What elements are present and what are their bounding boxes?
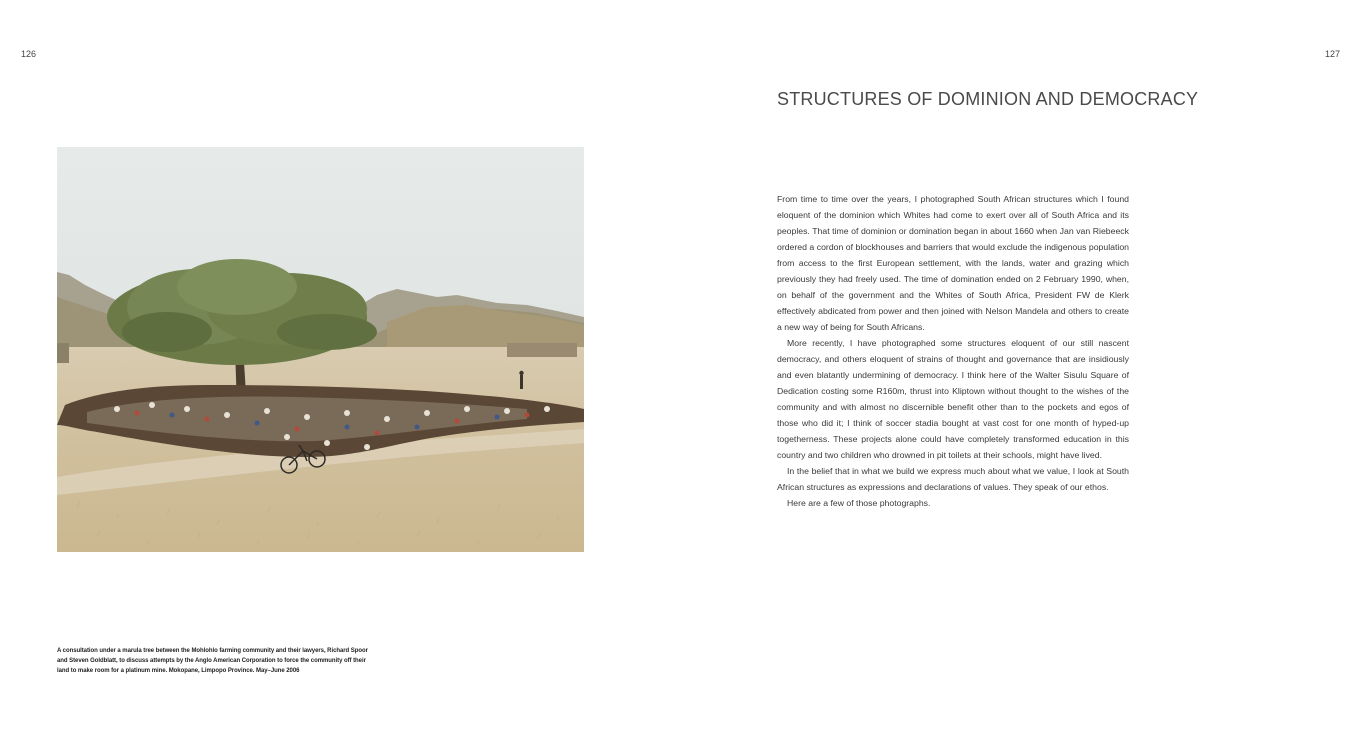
photograph [57,147,584,552]
body-paragraph: From time to time over the years, I photographed South African structures which I found eloquent of the dominion which Whites had come to exert over all of South Africa and its peoples. That time of dominion or domination began in about 1660 when Jan van Riebeeck ordered a cordon of blockhouses and barriers that would exclude the indigenous population from access to the first European settlement, with the lands, water and grazing which previously they had freely used. The time of domination ended on 2 February 1990, when, on behalf of the government and the Whites of South Africa, President FW de Klerk effectively abdicated from power and then joined with Nelson Mandela and others to create a new way of being for South Africans. [777,194,1129,332]
page-number-right: 127 [1325,49,1341,59]
body-paragraph: Here are a few of those photographs. [787,498,931,508]
photo-caption: A consultation under a marula tree between the Mohlohlo farming community and their lawyers, Richard Spoor and Steven Goldblatt, to discuss attempts by the Anglo American Corporation to force the community off their land to make room for a platinum mine. Mokopane, Limpopo Province. May–June 2006 [57,648,368,674]
body-paragraph: More recently, I have photographed some structures eloquent of our still nascent democracy, and others eloquent of strains of thought and governance that are insidiously and even blatantly undermining of democracy. I think here of the Walter Sisulu Square of Dedication costing some R160m, thrust into Kliptown without thought to the wishes of the community and with almost no discernible benefit other than to the pockets and egos of those who did it; I think of soccer stadia bought at vast cost for one month of hyped-up togetherness. These projects alone could have completely transformed education in this country and two children who drowned in pit toilets at their schools, might have lived. [777,338,1129,460]
article-title: STRUCTURES OF DOMINION AND DEMOCRACY [777,89,1199,109]
page-number-left: 126 [21,49,37,59]
photograph-landscape-gathering-under-tree-icon [57,147,584,552]
body-paragraph: In the belief that in what we build we express much about what we value, I look at South African structures as expressions and declarations of values. They speak of our ethos. [777,466,1129,492]
article-body [777,191,1129,511]
